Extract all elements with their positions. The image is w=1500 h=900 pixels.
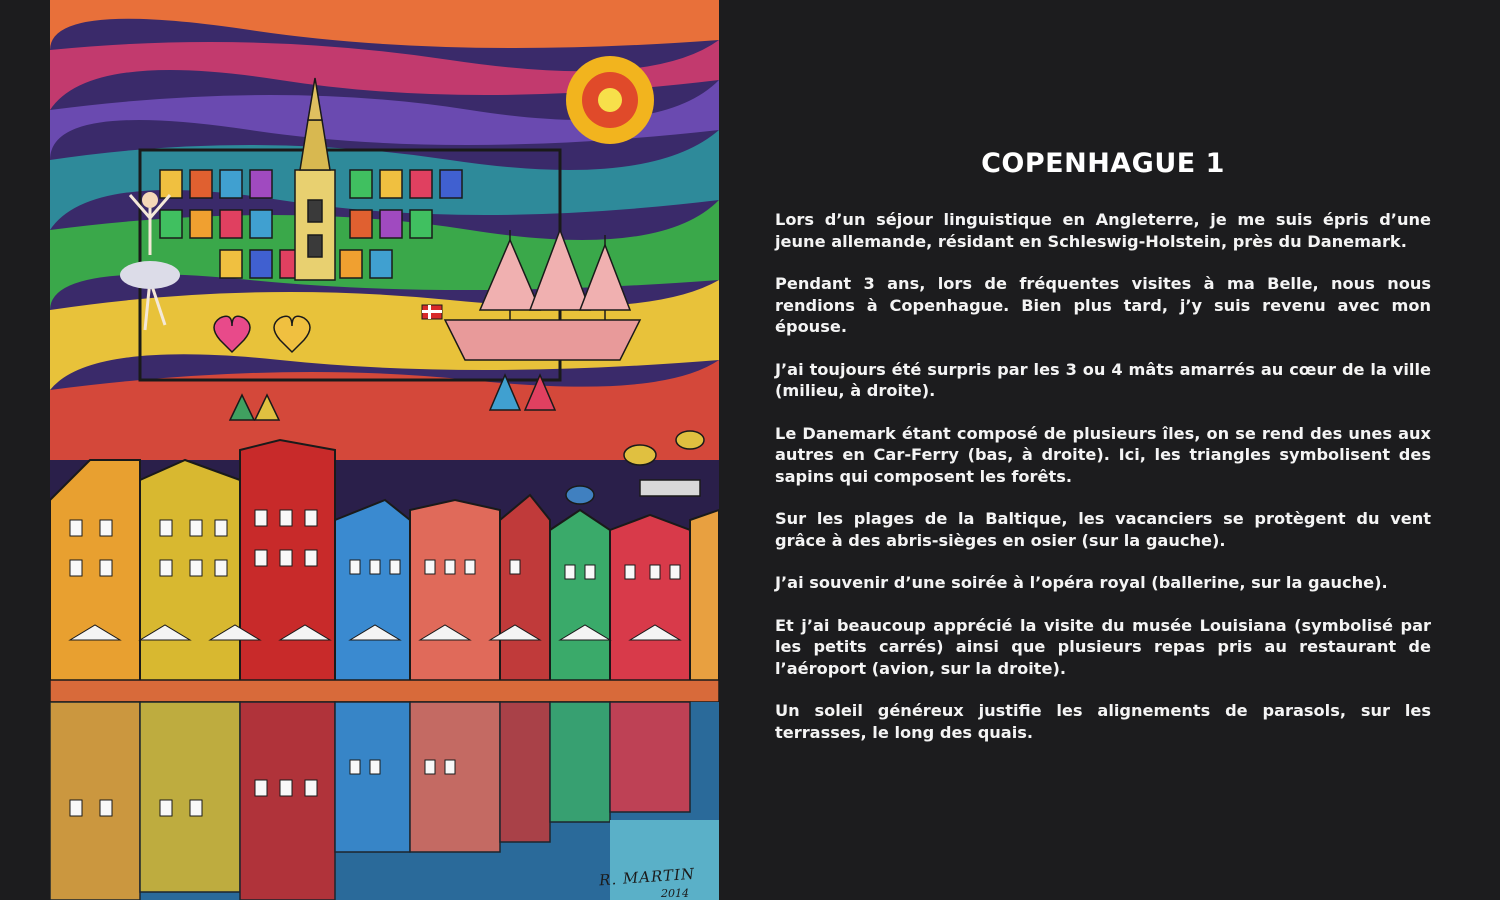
paragraph-5: Sur les plages de la Baltique, les vacanciers se protègent du vent grâce à des abris-sièges en osier (sur la gauche). — [775, 509, 1431, 550]
paragraph-8: Un soleil généreux justifie les alignements de parasols, sur les terrasses, le long des quais. — [775, 701, 1431, 742]
paragraph-7: Et j’ai beaucoup apprécié la visite du musée Louisiana (symbolisé par les petits carrés) ainsi que plusieurs repas pris au restaurant de l’aéroport (avion, sur la droite). — [775, 615, 1431, 678]
paragraph-1: Lors d’un séjour linguistique en Angleterre, je me suis épris d’une jeune allemande, résidant en Schleswig-Holstein, près du Danemark. — [775, 210, 1431, 251]
paragraph-4: Le Danemark étant composé de plusieurs îles, on se rend des unes aux autres en Car-Ferry (bas, à droite). Ici, les triangles symbolisent des sapins qui composent les forêts. — [775, 423, 1431, 486]
paragraph-3: J’ai toujours été surpris par les 3 ou 4 mâts amarrés au cœur de la ville (milieu, à droite). — [775, 359, 1431, 400]
artist-signature: R. MARTIN — [598, 864, 696, 890]
description-panel — [775, 148, 1431, 764]
painting-artwork — [50, 0, 719, 900]
page-title: COPENHAGUE 1 — [981, 148, 1225, 179]
painting-copenhague — [50, 0, 719, 900]
paragraph-2: Pendant 3 ans, lors de fréquentes visites à ma Belle, nous nous rendions à Copenhague. Bien plus tard, j’y suis revenu avec mon épouse. — [775, 274, 1431, 336]
paragraph-6: J’ai souvenir d’une soirée à l’opéra royal (ballerine, sur la gauche). — [775, 573, 1388, 592]
artwork-year: 2014 — [661, 887, 689, 900]
